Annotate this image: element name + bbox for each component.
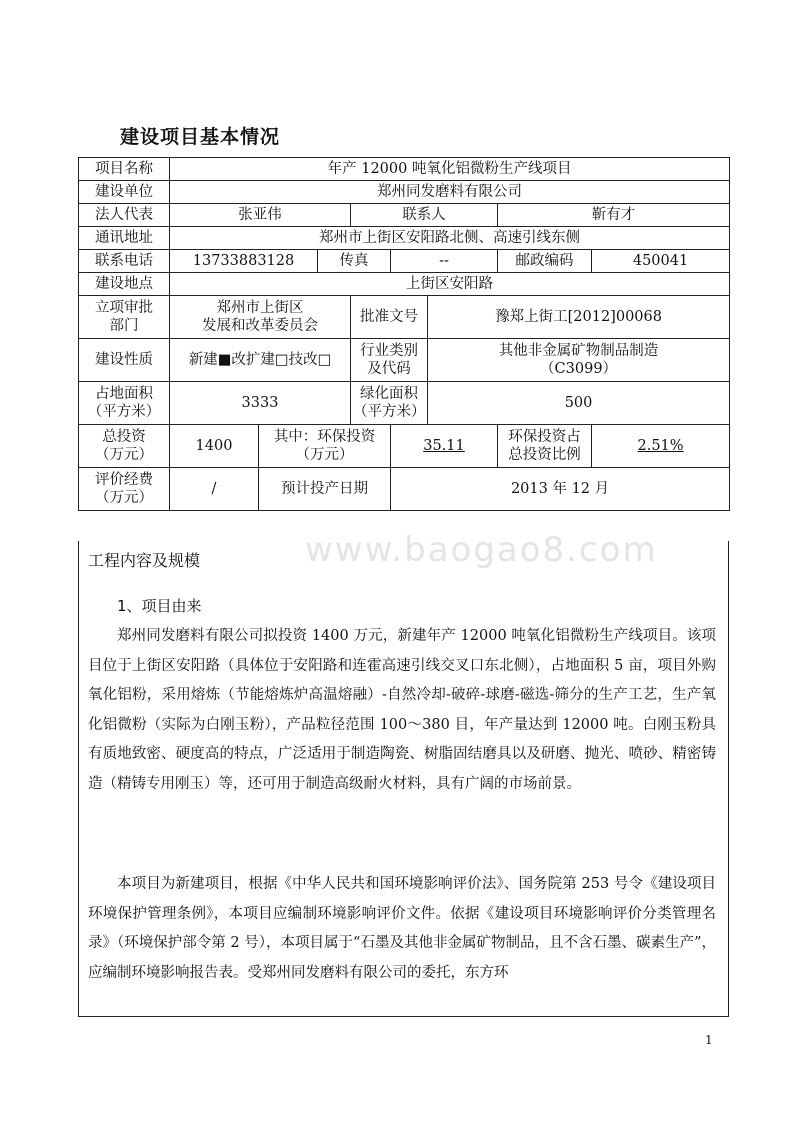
invest-label: [79, 425, 170, 468]
watermark: www.baogao8.com: [305, 530, 658, 570]
start-label: 预计投产日期: [259, 468, 391, 511]
env-invest-label-line2: （万元）: [295, 447, 354, 463]
fax-label: 传真: [318, 250, 391, 273]
fax-value: --: [391, 250, 498, 273]
env-invest-number: 35.11: [423, 438, 465, 454]
nature-value: 新建■改扩建□技改□: [170, 339, 351, 382]
table-row: [79, 382, 730, 425]
postcode-label: 邮政编码: [498, 250, 592, 273]
fee-label-line2: （万元）: [95, 490, 153, 506]
green-label: [351, 382, 428, 425]
phone-value: 13733883128: [170, 250, 318, 273]
table-row: [79, 468, 730, 511]
contact-label: 联系人: [351, 204, 498, 227]
area-label: [79, 382, 170, 425]
table-row: [79, 273, 730, 296]
fee-label-line1: 评价经费: [95, 472, 153, 488]
table-row: [79, 296, 730, 339]
contact-value: 靳有才: [498, 204, 730, 227]
section-heading: 工程内容及规模: [88, 551, 201, 570]
project-name-value: 年产 12000 吨氧化铝微粉生产线项目: [170, 158, 730, 181]
approval-dept-label: [79, 296, 170, 339]
ratio-value: [592, 425, 730, 468]
unit-label: 建设单位: [79, 181, 170, 204]
industry-label-line1: 行业类别: [360, 343, 418, 359]
ratio-label: [498, 425, 592, 468]
approval-no-label: 批准文号: [351, 296, 428, 339]
section-subheading: 1、项目由来: [117, 597, 202, 615]
industry-value: [428, 339, 730, 382]
location-label: 建设地点: [79, 273, 170, 296]
fee-label: [79, 468, 170, 511]
approval-no-value: 豫郑上街工[2012]00068: [428, 296, 730, 339]
table-row: [79, 250, 730, 273]
env-invest-label: [259, 425, 391, 468]
paragraph-1: 郑州同发磨料有限公司拟投资 1400 万元，新建年产 12000 吨氧化铝微粉生产线项目。该项目位于上街区安阳路（具体位于安阳路和连霍高速引线交叉口东北侧），占地面积 5 亩，项目外购氧化铝粉，采用熔炼（节能熔炼炉高温熔融）-自然冷却-破碎-球磨-磁选-筛分的生产工艺，生产氧化铝微粉（实际为白刚玉粉），产品粒径范围 100～380 目，年产量达到 12000 吨。白刚玉粉具有质地致密、硬度高的特点，广泛适用于制造陶瓷、树脂固结磨具以及研磨、抛光、喷砂、精密铸造（精铸专用刚玉）等，还可用于制造高级耐火材料，具有广阔的市场前景。: [88, 628, 716, 792]
approval-dept-label-line2: 部门: [109, 318, 139, 334]
env-invest-value: [391, 425, 498, 468]
ratio-label-line2: 总投资比例: [508, 447, 581, 463]
table-row: [79, 204, 730, 227]
green-label-line1: 绿化面积: [360, 386, 418, 402]
address-value: 郑州市上街区安阳路北侧、高速引线东侧: [170, 227, 730, 250]
env-invest-label-line1: 其中：环保投资: [273, 429, 376, 445]
table-row: [79, 158, 730, 181]
table-row: [79, 339, 730, 382]
area-label-line1: 占地面积: [95, 386, 153, 402]
industry-line2: （C3099）: [540, 361, 618, 377]
area-value: 3333: [170, 382, 351, 425]
table-row: [79, 181, 730, 204]
approval-dept-line2: 发展和改革委员会: [202, 318, 318, 334]
ratio-label-line1: 环保投资占: [508, 429, 581, 445]
invest-label-line1: 总投资: [102, 429, 146, 445]
industry-label-line2: 及代码: [367, 361, 411, 377]
paragraph-2: 本项目为新建项目，根据《中华人民共和国环境影响评价法》、国务院第 253 号令《建设项目环境保护管理条例》，本项目应编制环境影响评价文件。依据《建设项目环境影响评价分类管理名录》（环境保护部令第 2 号），本项目属于“石墨及其他非金属矿物制品，且不含石墨、碳素生产”，应编制环境影响报告表。受郑州同发磨料有限公司的委托，东方环: [88, 876, 716, 981]
legal-rep-label: 法人代表: [79, 204, 170, 227]
industry-label: [351, 339, 428, 382]
area-label-line2: （平方米）: [87, 404, 161, 420]
green-value: 500: [428, 382, 730, 425]
ratio-number: 2.51%: [637, 438, 684, 454]
fee-value: /: [170, 468, 259, 511]
location-value: 上街区安阳路: [170, 273, 730, 296]
approval-dept-value: [170, 296, 351, 339]
project-name-label: 项目名称: [79, 158, 170, 181]
legal-rep-value: 张亚伟: [170, 204, 351, 227]
green-label-line2: （平方米）: [353, 404, 426, 420]
address-label: 通讯地址: [79, 227, 170, 250]
invest-value: 1400: [170, 425, 259, 468]
page-title: 建设项目基本情况: [120, 126, 281, 148]
project-info-table: [78, 157, 730, 511]
nature-label: 建设性质: [79, 339, 170, 382]
invest-label-line2: （万元）: [95, 447, 153, 463]
start-value: 2013 年 12 月: [391, 468, 730, 511]
table-row: [79, 227, 730, 250]
industry-line1: 其他非金属矿物制品制造: [498, 343, 659, 359]
table-row: [79, 425, 730, 468]
phone-label: 联系电话: [79, 250, 170, 273]
approval-dept-line1: 郑州市上街区: [216, 300, 304, 316]
unit-value: 郑州同发磨料有限公司: [170, 181, 730, 204]
postcode-value: 450041: [592, 250, 730, 273]
page-number: 1: [705, 1033, 713, 1047]
approval-dept-label-line1: 立项审批: [95, 300, 153, 316]
